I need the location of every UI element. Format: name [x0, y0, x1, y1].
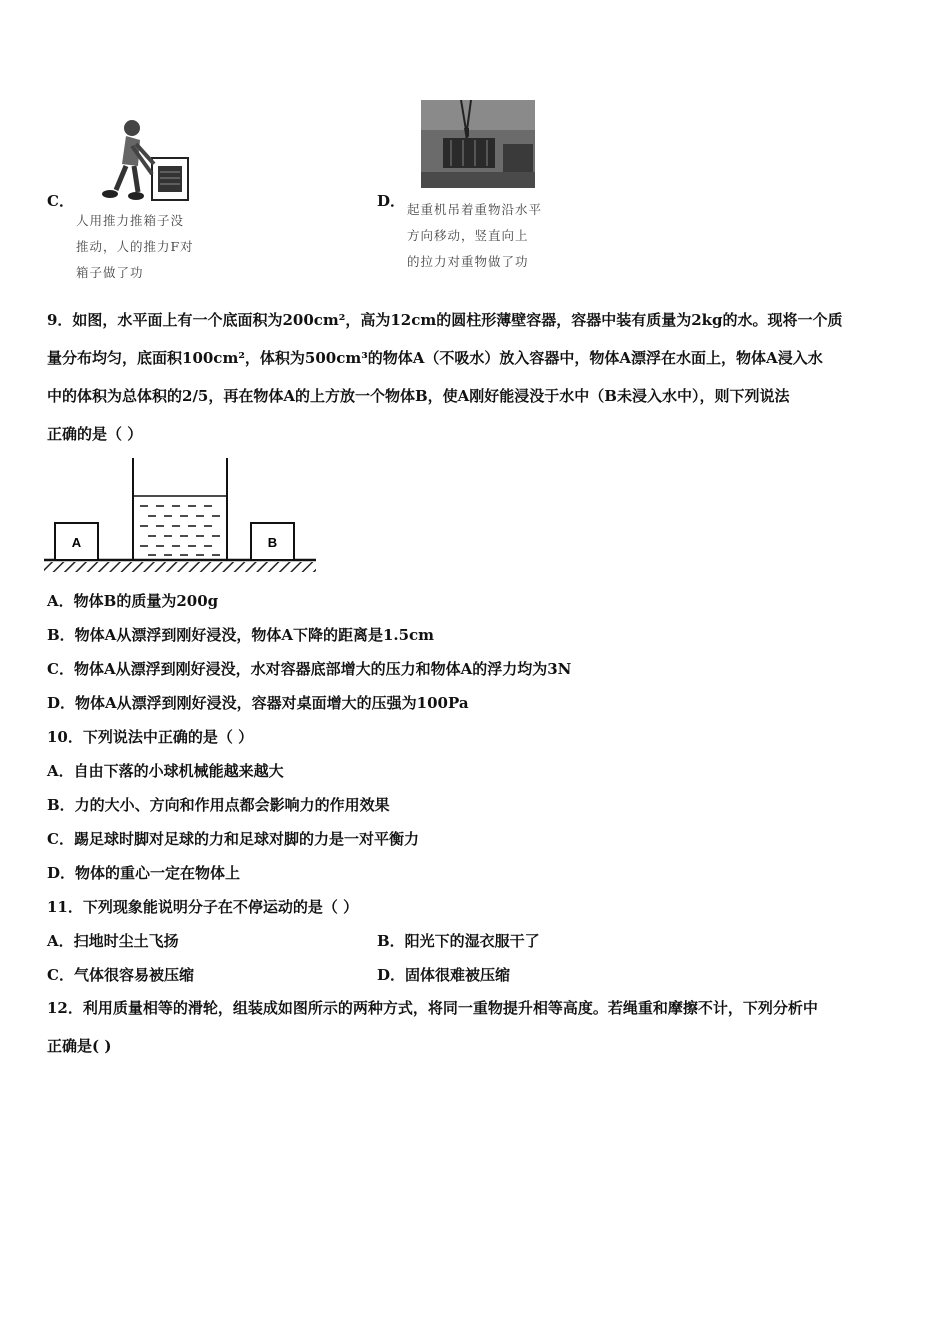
q9-option-b[interactable]: B．物体A从漂浮到刚好浸没，物体A下降的距离是1.5cm — [47, 626, 435, 644]
q9-option-d[interactable]: D．物体A从漂浮到刚好浸没，容器对桌面增大的压强为100Pa — [47, 694, 469, 712]
option-c-caption-line: 推动，人的推力F对 — [76, 239, 194, 254]
question-10-stem: 10．下列说法中正确的是（ ） — [47, 728, 254, 746]
question-9-line: 正确的是（ ） — [47, 425, 143, 443]
option-d-caption-line: 起重机吊着重物沿水平 — [407, 202, 543, 217]
container-water-figure — [44, 456, 316, 576]
option-d-label: D． — [377, 192, 406, 210]
q9-option-c[interactable]: C．物体A从漂浮到刚好浸没，水对容器底部增大的压力和物体A的浮力均为3N — [47, 660, 572, 678]
question-12-stem — [47, 989, 907, 1065]
q11-option-a[interactable]: A．扫地时尘土飞扬 — [47, 932, 179, 950]
block-a-label: A — [71, 535, 82, 550]
q11-option-b[interactable]: B．阳光下的湿衣服干了 — [377, 932, 540, 950]
option-d-caption-line: 的拉力对重物做了功 — [407, 254, 529, 269]
option-d-caption — [407, 197, 577, 275]
option-c-label: C． — [47, 192, 74, 210]
question-12-line: 12．利用质量相等的滑轮，组装成如图所示的两种方式，将同一重物提升相等高度。若绳重和摩擦不计，下列分析中 — [47, 999, 818, 1017]
question-9-line: 中的体积为总体积的2/5，再在物体A的上方放一个物体B，使A刚好能浸没于水中（B未浸入水中），则下列说法 — [47, 387, 790, 405]
q11-option-d[interactable]: D．固体很难被压缩 — [377, 966, 511, 984]
q10-option-a[interactable]: A．自由下落的小球机械能越来越大 — [47, 762, 284, 780]
block-b-label: B — [267, 535, 278, 550]
question-12-line: 正确是( ) — [47, 1037, 112, 1055]
question-9-line: 9．如图，水平面上有一个底面积为200cm²，高为12cm的圆柱形薄壁容器，容器中装有质量为2kg的水。现将一个质 — [47, 311, 843, 329]
option-c-caption-line: 箱子做了功 — [76, 265, 144, 280]
crane-lifting-cargo-image — [421, 100, 535, 188]
q10-option-c[interactable]: C．踢足球时脚对足球的力和足球对脚的力是一对平衡力 — [47, 830, 419, 848]
question-11-stem: 11．下列现象能说明分子在不停运动的是（ ） — [47, 898, 359, 916]
q11-option-c[interactable]: C．气体很容易被压缩 — [47, 966, 194, 984]
option-d-caption-line: 方向移动，竖直向上 — [407, 228, 529, 243]
q10-option-b[interactable]: B．力的大小、方向和作用点都会影响力的作用效果 — [47, 796, 390, 814]
q9-option-a[interactable]: A．物体B的质量为200g — [47, 592, 219, 610]
option-c-caption-line: 人用推力推箱子没 — [76, 213, 185, 228]
option-c-caption — [76, 208, 226, 286]
question-9-line: 量分布均匀，底面积100cm²，体积为500cm³的物体A（不吸水）放入容器中，物体A漂浮在水面上，物体A浸入水 — [47, 349, 823, 367]
q10-option-d[interactable]: D．物体的重心一定在物体上 — [47, 864, 241, 882]
question-9-stem — [47, 301, 907, 453]
boy-pushing-box-image — [92, 112, 202, 217]
